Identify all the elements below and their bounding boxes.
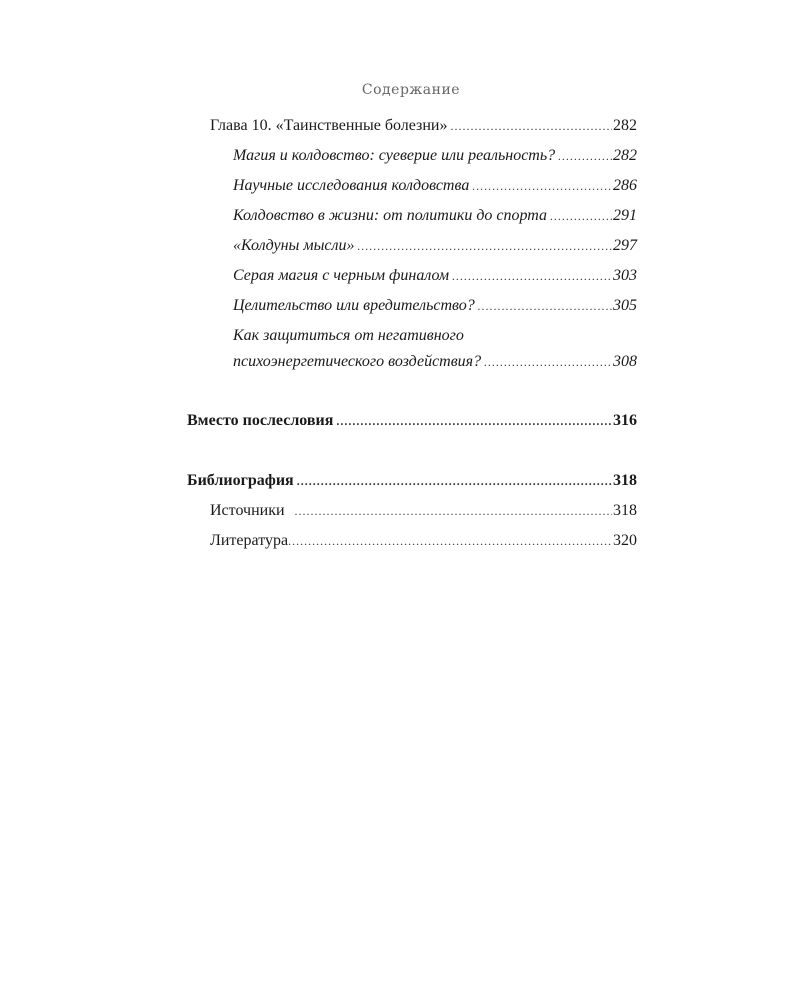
toc-entry-chapter-10[interactable]: [210, 116, 637, 136]
toc-entry-label: Источники: [210, 502, 285, 519]
toc-entry-page: 318: [613, 502, 637, 519]
toc-entry-label: Целительство или вредительство?: [233, 297, 475, 314]
toc-entry-page: 316: [613, 412, 637, 429]
toc-entry-section[interactable]: [233, 236, 637, 256]
toc-entry-page: 308: [613, 353, 637, 370]
toc-entry-label: Вместо послесловия: [187, 412, 334, 429]
toc-entry-label: Библиография: [187, 472, 294, 489]
toc-entry-bibliography[interactable]: [187, 471, 637, 491]
dot-leader: [288, 531, 612, 551]
toc-entry-section[interactable]: [233, 206, 637, 226]
toc-entry-label: Колдовство в жизни: от политики до спорта: [233, 207, 548, 224]
toc-entry-page: 291: [613, 207, 637, 224]
running-head: Содержание: [361, 82, 461, 98]
toc-entry-page: 282: [613, 117, 637, 134]
dot-leader: [295, 501, 612, 521]
toc-entry-label: «Колдуны мысли»: [233, 237, 355, 254]
toc-entry-section[interactable]: [233, 296, 637, 316]
toc-entry-label: Литература: [210, 532, 289, 549]
toc-entry-sources[interactable]: [210, 501, 637, 521]
toc-entry-section[interactable]: [233, 176, 637, 196]
dot-leader: [472, 176, 612, 196]
dot-leader: [357, 236, 612, 256]
toc-entry-label: Серая магия с черным финалом: [233, 267, 450, 284]
toc-entry-page: 286: [613, 177, 637, 194]
dot-leader: [297, 471, 612, 491]
toc-entry-section[interactable]: [233, 146, 637, 166]
dot-leader: [550, 206, 612, 226]
dot-leader: [450, 116, 612, 136]
toc-entry-section[interactable]: [233, 266, 637, 286]
toc-entry-page: 320: [613, 532, 637, 549]
toc-entry-literature[interactable]: [210, 531, 637, 551]
dot-leader: [478, 296, 612, 316]
toc-entry-label: Глава 10. «Таинственные болезни»: [210, 117, 448, 134]
toc-entry-afterword[interactable]: [187, 411, 637, 431]
dot-leader: [558, 146, 612, 166]
toc-entry-page: 318: [613, 472, 637, 489]
toc-entry-label: Научные исследования колдовства: [233, 177, 470, 194]
toc-entry-page: 305: [613, 297, 637, 314]
toc-entry-label: Магия и колдовство: суеверие или реальность?: [233, 147, 556, 164]
toc-entry-label-line1[interactable]: Как защититься от негативного: [233, 327, 464, 344]
toc-entry-section[interactable]: [233, 352, 637, 372]
toc-entry-page: 297: [613, 237, 637, 254]
dot-leader: [336, 411, 612, 431]
toc-entry-label: психоэнергетического воздействия?: [233, 353, 482, 370]
dot-leader: [452, 266, 612, 286]
toc-entry-page: 303: [613, 267, 637, 284]
toc-entry-page: 282: [613, 147, 637, 164]
dot-leader: [484, 352, 612, 372]
